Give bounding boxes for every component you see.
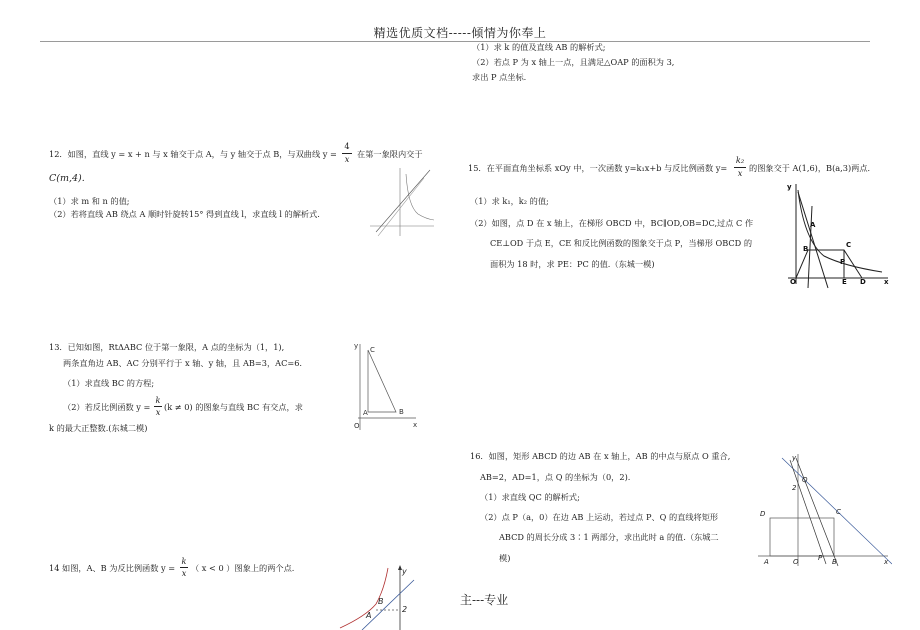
p14-fig-b: B xyxy=(378,597,384,606)
p15-fig-c: C xyxy=(846,241,852,249)
p13-frac-den: x xyxy=(155,407,161,417)
p12-q2: （2）若将直线 AB 绕点 A 顺时针旋转15° 得到直线 l，求直线 l 的解析式. xyxy=(49,209,320,219)
p14-fig-y: y xyxy=(402,567,407,576)
p15-q2a: （2）如图，点 D 在 x 轴上，在梯形 OBCD 中，BC∥OD,OB=DC,过点 C 作 xyxy=(470,218,754,228)
p13-figure xyxy=(348,340,420,434)
p14-fig-a: A xyxy=(366,611,372,620)
header-rule xyxy=(40,41,870,42)
p13-q2-post: (k ≠ 0) 的图象与直线 BC 有交点，求 xyxy=(164,402,303,412)
p15-fig-p: P xyxy=(840,258,846,266)
p15-fig-x: x xyxy=(884,278,889,286)
p15-line1-pre: 15．在平面直角坐标系 xOy 中，一次函数 y=k₁x+b 与反比例函数 y= xyxy=(468,163,728,173)
p15-frac-den: x xyxy=(737,168,743,178)
p15-fig-y: y xyxy=(787,183,792,191)
p13-frac-num: k xyxy=(155,395,161,405)
p13-fig-c: C xyxy=(370,346,375,354)
p12-line2: C(m,4). xyxy=(49,173,85,184)
p12-frac-num: 4 xyxy=(344,141,350,151)
p16-fig-y: y xyxy=(792,454,797,462)
cont-q2b: 求出 P 点坐标. xyxy=(472,72,527,82)
p13-q2b: k 的最大正整数.(东城二模) xyxy=(49,423,148,433)
p16-fig-a: A xyxy=(764,558,769,566)
p14-frac-den: x xyxy=(181,568,187,578)
cont-q1: （1）求 k 的值及直线 AB 的解析式; xyxy=(472,42,606,52)
page-footer: 主---专业 xyxy=(460,593,509,607)
p13-fig-a: A xyxy=(363,409,368,417)
p16-fig-q: Q xyxy=(802,476,808,484)
p12-line1: 12．如图，直线 y = x + n 与 x 轴交于点 A，与 y 轴交于点 B，与双曲线 y = xyxy=(49,149,337,159)
p16-fig-2: 2 xyxy=(792,484,797,492)
p15-fig-b: B xyxy=(803,245,809,253)
p13-q1: （1）求直线 BC 的方程; xyxy=(63,378,155,388)
p14-pre: 14 如图，A、B 为反比例函数 y = xyxy=(49,563,176,573)
p16-q2a: （2）点 P（a，0）在边 AB 上运动，若过点 P、Q 的直线将矩形 xyxy=(480,512,719,522)
p13-q2-pre: （2）若反比例函数 y = xyxy=(63,402,151,412)
p16-q2b: ABCD 的周长分成 3∶1 两部分，求出此时 a 的值.（东城二 xyxy=(499,532,719,542)
p15-fig-o: O xyxy=(790,278,796,286)
p13-fig-x: x xyxy=(413,421,418,429)
p15-q1: （1）求 k₁，k₂ 的值; xyxy=(470,196,549,206)
p16-fig-b: B xyxy=(832,558,837,566)
p14-post: （ x < 0 ）图象上的两个点. xyxy=(191,563,295,573)
p12-line1-tail: 在第一象限内交于 xyxy=(357,149,423,159)
p12-frac-den: x xyxy=(344,154,350,164)
p16-q2c: 模) xyxy=(499,553,511,563)
p15-fig-a: A xyxy=(810,221,816,229)
p16-line2: AB=2，AD=1，点 Q 的坐标为（0，2). xyxy=(480,472,631,482)
p16-fig-p: P xyxy=(818,554,823,562)
p15-q2b: CE⊥OD 于点 E，CE 和反比例函数的图象交于点 P，当梯形 OBCD 的 xyxy=(490,238,753,248)
p15-fig-d: D xyxy=(860,278,866,286)
p15-q2c: 面积为 18 时，求 PE：PC 的值.（东城一模) xyxy=(490,259,655,269)
p12-q1: （1）求 m 和 n 的值; xyxy=(49,196,130,206)
p14-fig-2: 2 xyxy=(402,605,408,614)
p15-line1-post: 的图象交于 A(1,6)，B(a,3)两点． xyxy=(749,163,876,173)
p16-fig-x: x xyxy=(884,558,889,566)
p13-line1: 13．已知如图，RtΔABC 位于第一象限，A 点的坐标为（1，1), xyxy=(49,342,285,352)
p16-line1: 16．如图，矩形 ABCD 的边 AB 在 x 轴上，AB 的中点与原点 O 重合, xyxy=(470,451,731,461)
p14-figure xyxy=(336,564,416,630)
p13-fig-y: y xyxy=(354,342,359,350)
p16-fig-d: D xyxy=(760,510,766,518)
p12-figure xyxy=(368,166,436,238)
p13-fig-o: O xyxy=(354,422,360,430)
p15-fig-e: E xyxy=(842,278,847,286)
p16-q1: （1）求直线 QC 的解析式; xyxy=(480,492,580,502)
page-header: 精选优质文档-----倾情为你奉上 xyxy=(373,26,547,40)
p13-line2: 两条直角边 AB、AC 分别平行于 x 轴、y 轴，且 AB=3，AC=6. xyxy=(63,358,303,368)
p15-figure xyxy=(784,180,894,290)
p15-frac-num: k₂ xyxy=(735,155,745,165)
p13-fig-b: B xyxy=(399,408,404,416)
cont-q2: （2）若点 P 为 x 轴上一点，且满足△OAP 的面积为 3, xyxy=(472,57,675,67)
p16-figure xyxy=(756,452,892,570)
p16-fig-c: C xyxy=(836,508,841,516)
p16-fig-o: O xyxy=(793,558,799,566)
p14-frac-num: k xyxy=(181,556,187,566)
